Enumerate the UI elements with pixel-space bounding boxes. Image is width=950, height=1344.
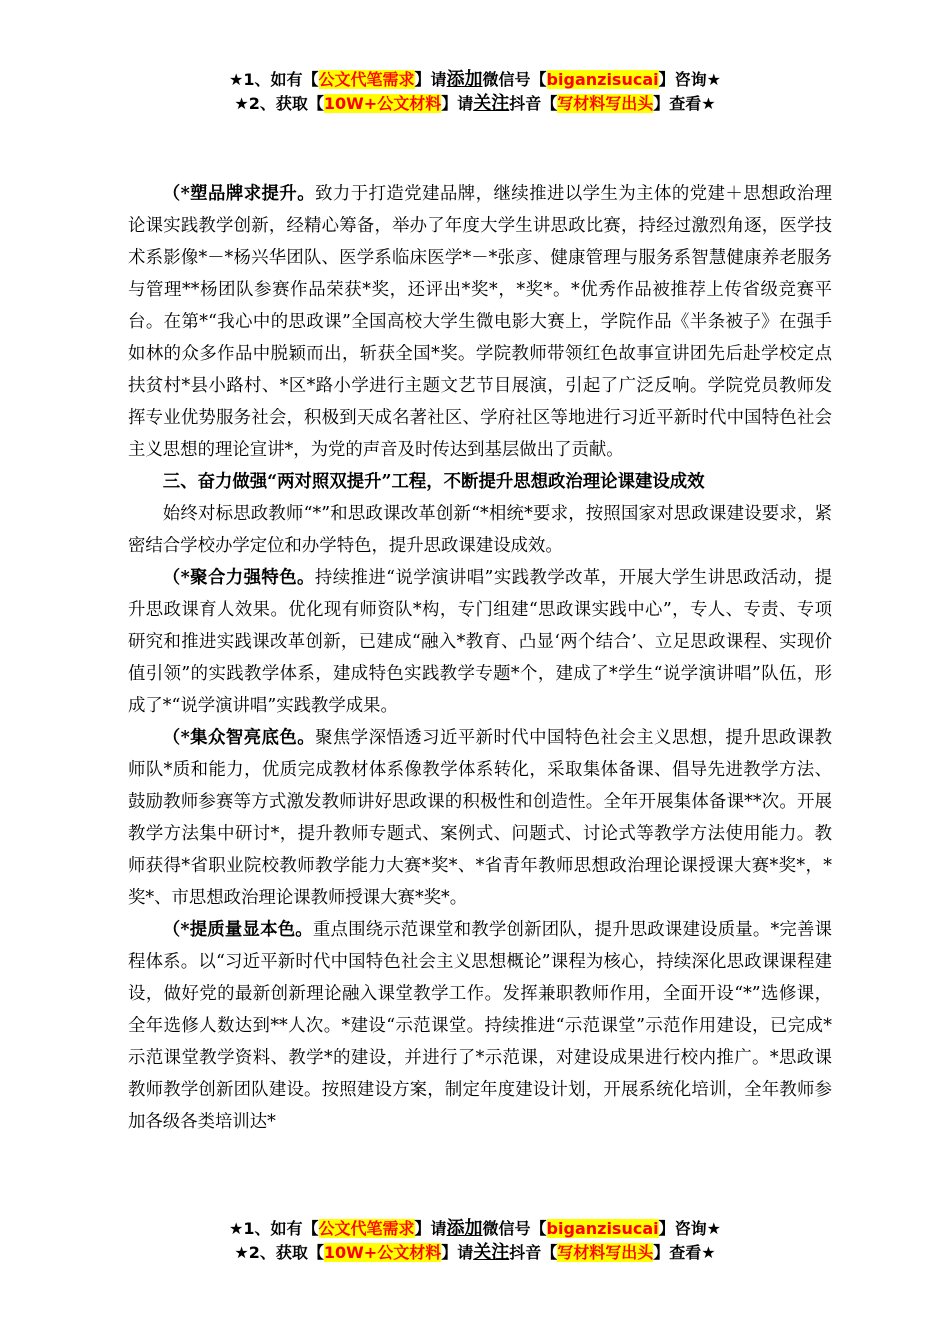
document-body xyxy=(128,178,832,1138)
promo-text: 】请 xyxy=(414,1219,447,1238)
highlight-wechat-id: biganzisucai xyxy=(546,70,659,89)
promo-text: ★1、如有【 xyxy=(229,1219,319,1238)
emphasis-follow: 关注 xyxy=(473,93,510,114)
promo-banner-bottom xyxy=(0,1217,950,1265)
promo-line-2 xyxy=(0,92,950,116)
paragraph-wisdom xyxy=(128,722,832,914)
promo-line-1 xyxy=(0,1217,950,1241)
paragraph-quality xyxy=(128,914,832,1138)
paragraph-text: 重点围绕示范课堂和教学创新团队，提升思政课建设质量。*完善课程体系。以“习近平新时代中国特色社会主义思想概论”课程为核心，持续深化思政课课程建设，做好党的最新创新理论融入课堂教学工作。发挥兼职教师作用，全面开设“*”选修课，全年选修人数达到**人次。*建设“示范课堂。持续推进“示范课堂”示范作用建设，已完成*示范课堂教学资料、教学*的建设，并进行了*示范课，对建设成果进行校内推广。*思政课教师教学创新团队建设。按照建设方案，制定年度建设计划，开展系统化培训，全年教师参加各级各类培训达* xyxy=(128,920,832,1132)
promo-text: 抖音【 xyxy=(509,94,558,113)
paragraph-lead: （*塑品牌求提升。 xyxy=(162,184,316,204)
promo-text: ★2、获取【 xyxy=(234,1243,324,1262)
paragraph-lead: （*聚合力强特色。 xyxy=(162,568,315,588)
promo-banner-top xyxy=(0,68,950,116)
highlight-service: 公文代笔需求 xyxy=(318,70,415,89)
paragraph-lead: （*集众智亮底色。 xyxy=(162,728,316,748)
highlight-service: 公文代笔需求 xyxy=(318,1219,415,1238)
paragraph-text: 致力于打造党建品牌，继续推进以学生为主体的党建＋思想政治理论课实践教学创新，经精心筹备，举办了年度大学生讲思政比赛，持经过激烈角逐，医学技术系影像*－*杨兴华团队、医学系临床医学*－*张彦、健康管理与服务系智慧健康养老服务与管理**杨团队参赛作品荣获*奖，还评出*奖*，*奖*。*优秀作品被推荐上传省级竞赛平台。在第*“我心中的思政课”全国高校大学生微电影大赛上，学院作品《半条被子》在强手如林的众多作品中脱颖而出，斩获全国*奖。学院教师带领红色故事宣讲团先后赴学校定点扶贫村*县小路村、*区*路小学进行主题文艺节目展演，引起了广泛反响。学院党员教师发挥专业优势服务社会，积极到天成名著社区、学府社区等地进行习近平新时代中国特色社会主义思想的理论宣讲*，为党的声音及时传达到基层做出了贡献。 xyxy=(128,184,832,460)
promo-line-1 xyxy=(0,68,950,92)
paragraph-text: 持续推进“说学演讲唱”实践教学改革，开展大学生讲思政活动，提升思政课育人效果。优化现有师资队*构，专门组建“思政课实践中心”，专人、专责、专项研究和推进实践课改革创新，已建成“融入*教育、凸显‘两个结合’、立足思政课程、实现价值引领”的实践教学体系，建成特色实践教学专题*个，建成了*学生“说学演讲唱”队伍，形成了*“说学演讲唱”实践教学成果。 xyxy=(128,568,832,716)
paragraph-brand xyxy=(128,178,832,466)
promo-text: 】咨询★ xyxy=(658,70,721,89)
promo-text: 抖音【 xyxy=(509,1243,558,1262)
paragraph-intro xyxy=(128,498,832,562)
promo-text: 】请 xyxy=(441,1243,474,1262)
paragraph-text: 始终对标思政教师“*”和思政课改革创新“*相统*要求，按照国家对思政课建设要求，紧密结合学校办学定位和办学特色，提升思政课建设成效。 xyxy=(128,504,832,556)
paragraph-text: 聚焦学深悟透习近平新时代中国特色社会主义思想，提升思政课教师队*质和能力，优质完成教材体系像教学体系转化，采取集体备课、倡导先进教学方法、鼓励教师参赛等方式激发教师讲好思政课的积极性和创造性。全年开展集体备课**次。开展教学方法集中研讨*，提升教师专题式、案例式、问题式、讨论式等教学方法使用能力。教师获得*省职业院校教师教学能力大赛*奖*、*省青年教师思想政治理论课授课大赛*奖*，*奖*、市思想政治理论课教师授课大赛*奖*。 xyxy=(128,728,832,908)
promo-text: 微信号【 xyxy=(482,1219,547,1238)
highlight-douyin-account: 写材料写出头 xyxy=(557,1243,654,1262)
paragraph-lead: （*提质量显本色。 xyxy=(162,920,313,940)
promo-text: ★2、获取【 xyxy=(234,94,324,113)
paragraph-features xyxy=(128,562,832,722)
highlight-douyin-account: 写材料写出头 xyxy=(557,94,654,113)
promo-text: 】请 xyxy=(441,94,474,113)
highlight-materials: 10W+公文材料 xyxy=(323,94,442,113)
promo-text: 微信号【 xyxy=(482,70,547,89)
emphasis-add: 添加 xyxy=(446,69,483,90)
promo-text: ★1、如有【 xyxy=(229,70,319,89)
section-heading: 三、奋力做强“两对照双提升”工程，不断提升思想政治理论课建设成效 xyxy=(162,472,705,492)
promo-line-2 xyxy=(0,1241,950,1265)
promo-text: 】咨询★ xyxy=(658,1219,721,1238)
highlight-wechat-id: biganzisucai xyxy=(546,1219,659,1238)
emphasis-add: 添加 xyxy=(446,1218,483,1239)
promo-text: 】查看★ xyxy=(653,1243,716,1262)
promo-text: 】查看★ xyxy=(653,94,716,113)
emphasis-follow: 关注 xyxy=(473,1242,510,1263)
highlight-materials: 10W+公文材料 xyxy=(323,1243,442,1262)
promo-text: 】请 xyxy=(414,70,447,89)
